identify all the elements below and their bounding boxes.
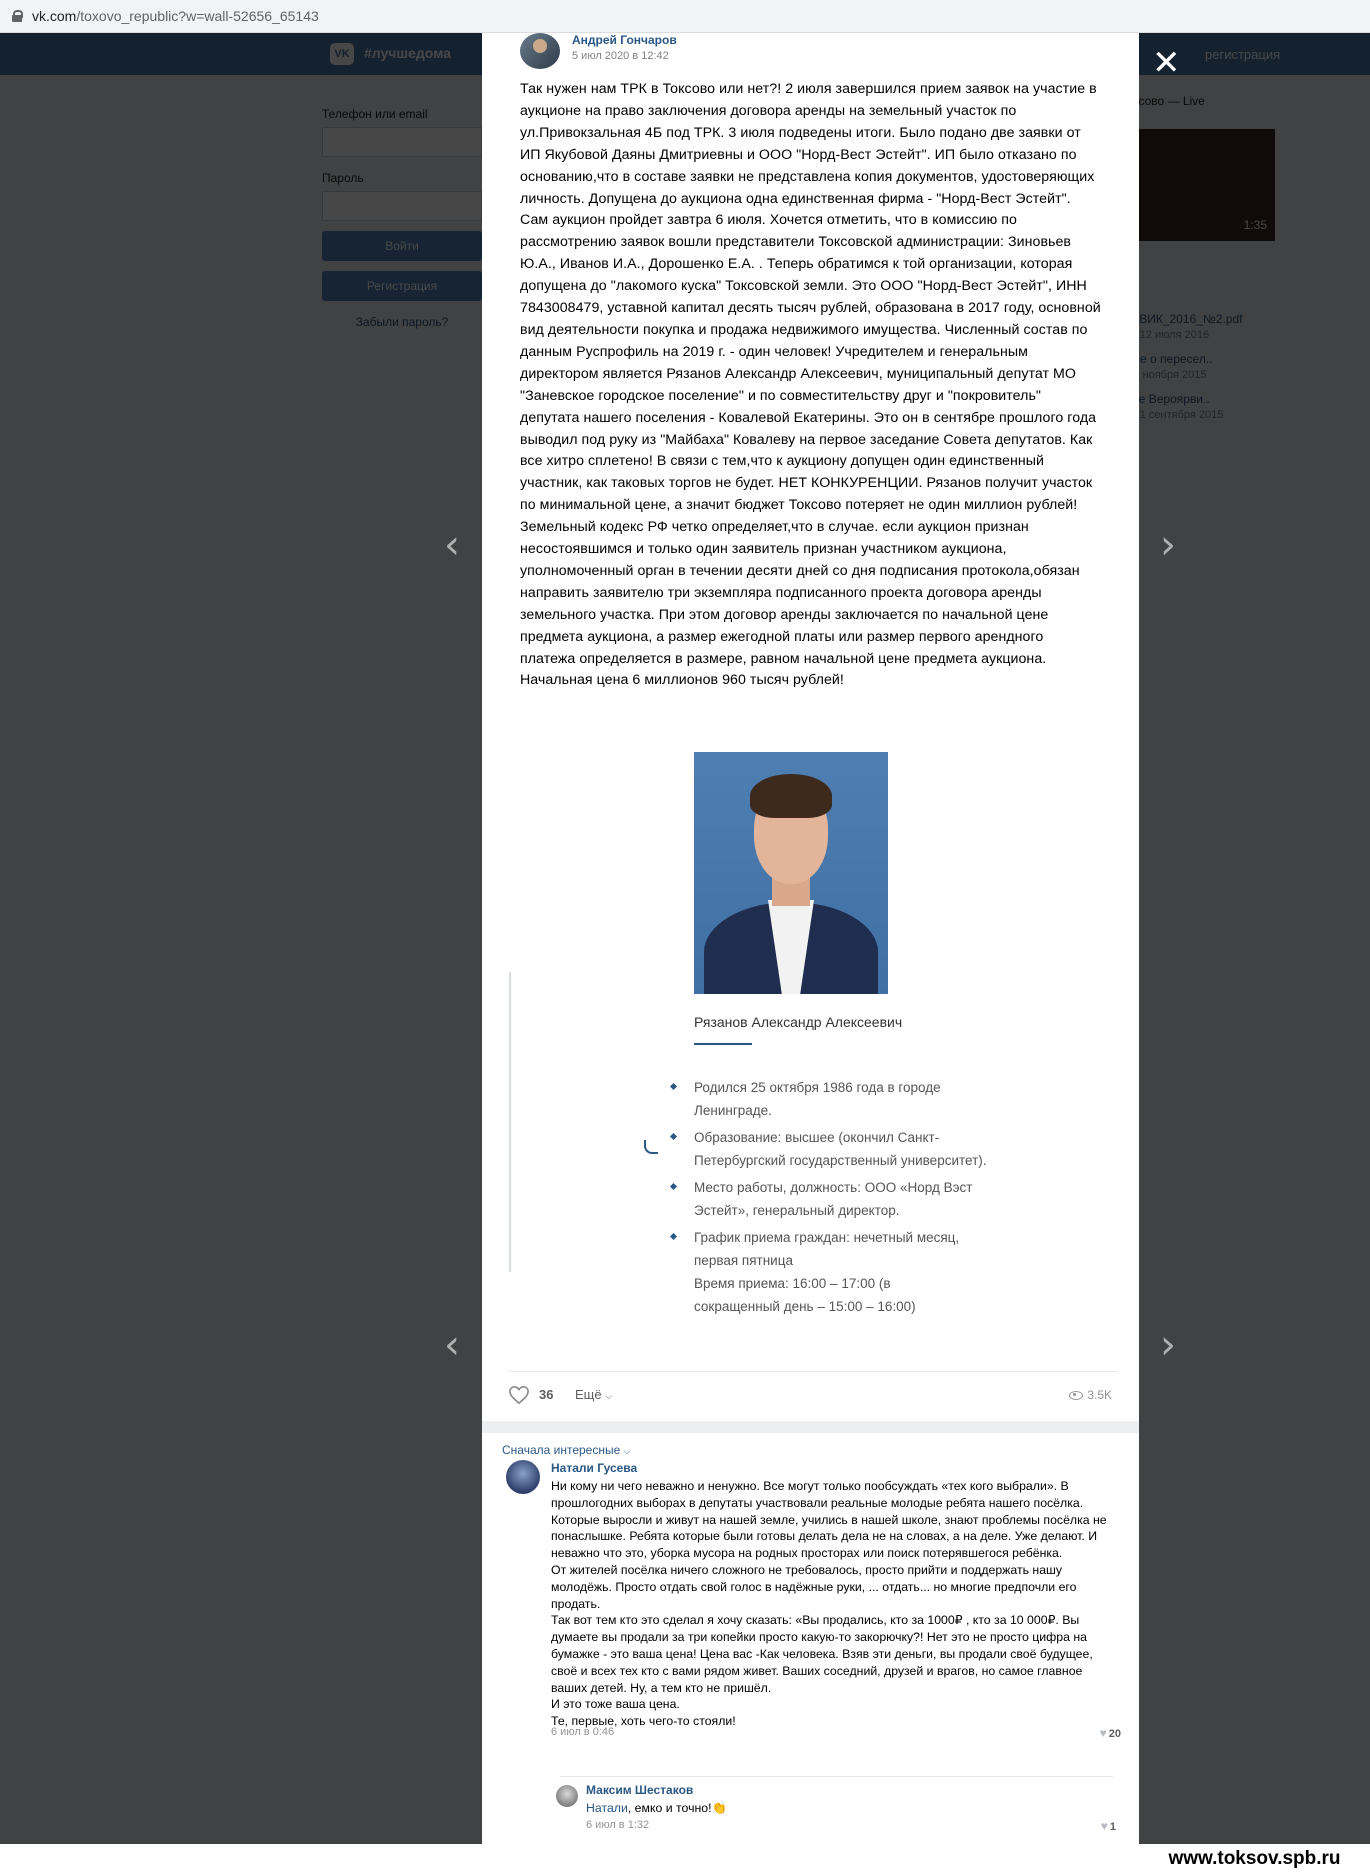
comment-author[interactable]: Натали Гусева — [551, 1461, 638, 1475]
divider — [560, 1776, 1113, 1777]
heart-icon[interactable] — [508, 1385, 530, 1405]
views-value: 3.5K — [1087, 1388, 1112, 1402]
prev-arrow-icon[interactable]: ‹ — [444, 1322, 460, 1368]
lock-icon — [12, 10, 22, 22]
eye-icon — [1069, 1391, 1083, 1400]
like-count[interactable]: 36 — [539, 1387, 554, 1402]
chevron-down-icon: ⌵ — [623, 1446, 631, 1456]
prev-arrow-icon[interactable]: ‹ — [444, 522, 460, 568]
sort-comments-button[interactable] — [502, 1443, 630, 1457]
bullet-item: Образование: высшее (окончил Санкт-Петербургский государственный университет). — [694, 1126, 994, 1172]
next-arrow-icon[interactable]: › — [1160, 522, 1176, 568]
schedule-line: Время приема: 16:00 – 17:00 (в — [694, 1276, 891, 1291]
address-bar[interactable] — [0, 0, 1370, 33]
comment-reply — [556, 1783, 1116, 1843]
comment — [506, 1460, 1121, 1760]
loading-icon — [644, 1140, 658, 1154]
comment-author[interactable]: Максим Шестаков — [586, 1783, 694, 1797]
post-date[interactable]: 5 июл 2020 в 12:42 — [572, 50, 669, 62]
more-button[interactable] — [575, 1387, 612, 1402]
bullet-item: Место работы, должность: ООО «Норд Вэст Эстейт», генеральный директор. — [694, 1176, 994, 1222]
comment-like[interactable] — [1100, 1726, 1121, 1740]
author-avatar[interactable] — [520, 33, 560, 69]
bullet-item — [694, 1226, 994, 1315]
commenter-avatar[interactable] — [556, 1785, 578, 1807]
post-viewer — [482, 33, 1139, 1844]
separator-strip — [482, 1421, 1139, 1433]
watermark: www.toksov.spb.ru — [1139, 1844, 1370, 1874]
next-arrow-icon[interactable]: › — [1160, 1322, 1176, 1368]
url-path: /toxovo_republic?w=wall-52656_65143 — [76, 8, 319, 24]
heart-icon: ♥ — [1099, 1726, 1107, 1740]
profile-photo[interactable] — [694, 752, 888, 994]
reply-text: , емко и точно!👏 — [627, 1801, 727, 1815]
views-count — [1069, 1388, 1112, 1402]
comment-date[interactable]: 6 июл в 0:46 — [551, 1726, 615, 1738]
post-actions — [508, 1382, 1118, 1412]
divider — [508, 1371, 1118, 1372]
quote-line — [509, 972, 511, 1272]
schedule-line: График приема граждан: нечетный месяц, первая пятница — [694, 1230, 960, 1268]
profile-bullets — [694, 1076, 994, 1319]
profile-name: Рязанов Александр Алексеевич — [694, 1014, 903, 1030]
comment-like[interactable] — [1101, 1819, 1116, 1833]
name-underline — [694, 1043, 752, 1045]
profile-snippet — [502, 752, 1042, 1312]
bullet-item: Родился 25 октября 1986 года в городе Ленинграде. — [694, 1076, 994, 1122]
post-author[interactable]: Андрей Гончаров — [572, 33, 677, 47]
post-text: Так нужен нам ТРК в Токсово или нет?! 2 июля завершился прием заявок на участие в аукционе на право заключения договора аренды на земельный участок по ул.Привокзальная 4Б под ТРК. 3 июля подведены итоги. Было подано две заявки от ИП Якубовой Даяны Дмитриевны и ООО "Норд-Вест Эстейт". ИП было отказано по основанию,что в составе заявки не представлена копия документов, удостоверяющих личность. Допущена до аукциона одна единственная фирма - "Норд-Вест Эстейт". Сам аукцион пройдет завтра 6 июля. Хочется отметить, что в комиссию по рассмотрению заявок вошли представители Токсовской администрации: Зиновьев Ю.А., Иванов И.А., Дорошенко Е.А. . Теперь обратимся к той организации, которая допущена до "лакомого куска" Токсовской земли. Это ООО "Норд-Вест Эстейт", ИНН 7843008479, уставной капитал десять тысяч рублей, образована в 2017 году, основной вид деятельности покупка и продажа недвижимого имущества. Численный состав по данным Руспрофиль на 2019 г. - один человек! Учредителем и генеральным директором является Рязанов Александр Алексеевич, муниципальный депутат МО "Заневское городское поселение" и по совместительству друг и "покровитель" депутата нашего поселения - Ковалевой Екатерины. Это он в сентябре прошлого года выводил под руку из "Майбаха" Ковалеву на первое заседание Совета депутатов. Как все хитро сплетено! В связи с тем,что к аукциону допущен один единственный участник, как таковых торгов не будет. НЕТ КОНКУРЕНЦИИ. Рязанов получит участок по минимальной цене, а значит бюджет Токсово потеряет не один миллион рублей! Земельный кодекс РФ четко определяет,что в случае. если аукцион признан несостоявшимся и только один заявитель признан участником аукциона, уполномоченный орган в течении десяти дней со дня подписания протокола,обязан направить заявителю три экземпляра подписанного проекта договора аренды земельного участка. При этом договор аренды заключается по начальной цене предмета аукциона, а размер ежегодной платы или размер первого арендного платежа определяется в размере, равном начальной цене предмета аукциона. Начальная цена 6 миллионов 960 тысяч рублей! — [520, 81, 1101, 689]
sort-label: Сначала интересные — [502, 1443, 621, 1457]
comment-text: Ни кому ни чего неважно и ненужно. Все могут только пообсуждать «тех кого выбрали». В прошлогодних выборах в депутаты участвовали реальные молодые ребята нашего посёлка. Которые выросли и живут на нашей земле, учились в нашей школе, знают проблемы посёлка не понаслышке. Ребята которые были готовы делать дела не на словах, а на деле. Уже делают. И неважно что это, уборка мусора на родных просторах или поиск потерявшегося ребёнка. От жителей посёлка ничего сложного не требовалось, просто прийти и поддержать нашу молодёжь. Просто отдать свой голос в надёжные руки, ... отдать... но многие предпочли его продать. Так вот тем кто это сделал я хочу сказать: «Вы продались, кто за 1000₽ , кто за 10 000₽. Вы думаете вы продали за три копейки просто какую-то закорючку?! Нет это не просто цифра на бумажке - это ваша цена! Цена вас -Как человека. Взяв эти деньги, вы продали своё будущее, своё и всех тех кто с вами рядом живет. Ваших соседний, друзей и врагов, но самое главное ваших детей. Ну, а тем кто не пришёл. И это тоже ваша цена. Те, первые, хоть чего-то стояли! — [551, 1479, 1107, 1729]
schedule-line: сокращенный день – 15:00 – 16:00) — [694, 1299, 916, 1314]
more-label: Ещё — [575, 1387, 602, 1402]
comment-like-count: 20 — [1108, 1728, 1121, 1740]
comment-date[interactable]: 6 июл в 1:32 — [586, 1819, 650, 1831]
post-header — [520, 33, 1120, 73]
url-host: vk.com — [32, 8, 77, 24]
comment-like-count: 1 — [1109, 1821, 1116, 1833]
close-icon[interactable]: ✕ — [1152, 44, 1181, 82]
comment-text — [586, 1800, 1086, 1817]
chevron-down-icon: ⌵ — [605, 1391, 613, 1401]
heart-icon: ♥ — [1100, 1819, 1108, 1833]
mention-link[interactable]: Натали — [586, 1801, 628, 1815]
commenter-avatar[interactable] — [506, 1460, 540, 1494]
